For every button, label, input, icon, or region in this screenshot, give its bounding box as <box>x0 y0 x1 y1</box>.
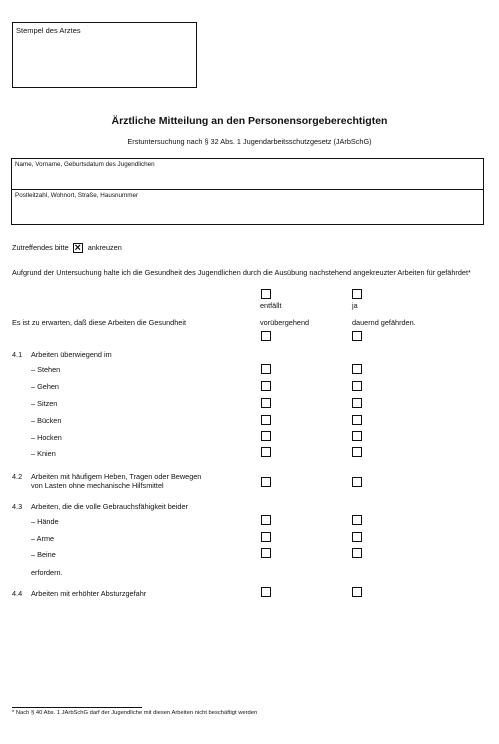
checkbox-entfaellt[interactable] <box>261 289 271 299</box>
item-haende-label: – Hände <box>31 517 59 526</box>
expectation-text: Es ist zu erwarten, daß diese Arbeiten die Gesundheit <box>12 318 187 327</box>
item-buecken-label: – Bücken <box>31 416 62 425</box>
item-gehen-label: – Gehen <box>31 382 59 391</box>
section-4-2-number: 4.2 <box>12 472 23 481</box>
address-field-label: Postleitzahl, Wohnort, Straße, Hausnummer <box>15 192 139 199</box>
section-4-2-line2: von Lasten ohne mechanische Hilfsmittel <box>31 481 164 490</box>
section-4-4-number: 4.4 <box>12 589 23 598</box>
section-4-3-number: 4.3 <box>12 502 23 511</box>
checkbox-buecken-dauernd[interactable] <box>352 415 362 425</box>
checkbox-haende-voruebergehend[interactable] <box>261 515 271 525</box>
item-hocken-label: – Hocken <box>31 433 62 442</box>
checkbox-buecken-voruebergehend[interactable] <box>261 415 271 425</box>
checkbox-hocken-dauernd[interactable] <box>352 431 362 441</box>
checkbox-gehen-dauernd[interactable] <box>352 381 362 391</box>
checkbox-sitzen-voruebergehend[interactable] <box>261 398 271 408</box>
checkbox-knien-dauernd[interactable] <box>352 447 362 457</box>
instruction-after: ankreuzen <box>87 242 122 252</box>
footnote-divider <box>12 707 142 708</box>
doctor-stamp-box <box>12 22 197 88</box>
checkbox-voruebergehend[interactable] <box>261 331 271 341</box>
checkbox-stehen-dauernd[interactable] <box>352 364 362 374</box>
col-label-ja: ja <box>352 301 358 310</box>
section-4-1-label: Arbeiten überwiegend im <box>31 350 112 359</box>
checkbox-sitzen-dauernd[interactable] <box>352 398 362 408</box>
checkbox-knien-voruebergehend[interactable] <box>261 447 271 457</box>
name-field-label: Name, Vorname, Geburtsdatum des Jugendlichen <box>15 161 155 168</box>
intro-text: Aufgrund der Untersuchung halte ich die Gesundheit des Jugendlichen durch die Ausübung nachstehend angekreuzter Arbeiten für gefährdet* <box>12 268 471 277</box>
checkbox-stehen-voruebergehend[interactable] <box>261 364 271 374</box>
checkbox-arme-dauernd[interactable] <box>352 532 362 542</box>
item-sitzen-label: – Sitzen <box>31 399 58 408</box>
stamp-label: Stempel des Arztes <box>16 26 81 35</box>
footnote: * Nach § 40 Abs. 1 JArbSchG darf der Jugendliche mit diesen Arbeiten nicht beschäftigt werden <box>12 710 258 716</box>
checkbox-lasten-dauernd[interactable] <box>352 477 362 487</box>
item-knien-label: – Knien <box>31 449 56 458</box>
instruction-before: Zutreffendes bitte <box>12 242 69 252</box>
example-checked-box-icon <box>73 243 83 253</box>
col-label-voruebergehend: vorübergehend <box>260 318 310 327</box>
section-4-3-ending: erfordern. <box>31 568 63 577</box>
checkbox-lasten-voruebergehend[interactable] <box>261 477 271 487</box>
section-4-4-label: Arbeiten mit erhöhter Absturzgefahr <box>31 589 147 598</box>
item-beine-label: – Beine <box>31 550 56 559</box>
page-subtitle: Erstuntersuchung nach § 32 Abs. 1 Jugendarbeitsschutzgesetz (JArbSchG) <box>127 137 372 146</box>
checkbox-beine-dauernd[interactable] <box>352 548 362 558</box>
checkbox-absturz-voruebergehend[interactable] <box>261 587 271 597</box>
name-field[interactable] <box>11 158 484 190</box>
checkbox-absturz-dauernd[interactable] <box>352 587 362 597</box>
section-4-3-label: Arbeiten, die die volle Gebrauchsfähigkeit beider <box>31 502 188 511</box>
col-label-dauernd: dauernd gefährden. <box>352 318 416 327</box>
col-label-entfaellt: entfällt <box>260 301 282 310</box>
address-field[interactable] <box>11 189 484 225</box>
checkbox-beine-voruebergehend[interactable] <box>261 548 271 558</box>
page-title: Ärztliche Mitteilung an den Personensorgeberechtigten <box>111 115 388 127</box>
checkbox-arme-voruebergehend[interactable] <box>261 532 271 542</box>
checkbox-haende-dauernd[interactable] <box>352 515 362 525</box>
section-4-1-number: 4.1 <box>12 350 23 359</box>
checkbox-dauernd[interactable] <box>352 331 362 341</box>
instruction-line <box>12 243 122 253</box>
item-stehen-label: – Stehen <box>31 365 61 374</box>
checkbox-gehen-voruebergehend[interactable] <box>261 381 271 391</box>
item-arme-label: – Arme <box>31 534 55 543</box>
section-4-2-line1: Arbeiten mit häufigem Heben, Tragen oder Bewegen <box>31 472 202 481</box>
checkbox-hocken-voruebergehend[interactable] <box>261 431 271 441</box>
checkbox-ja[interactable] <box>352 289 362 299</box>
